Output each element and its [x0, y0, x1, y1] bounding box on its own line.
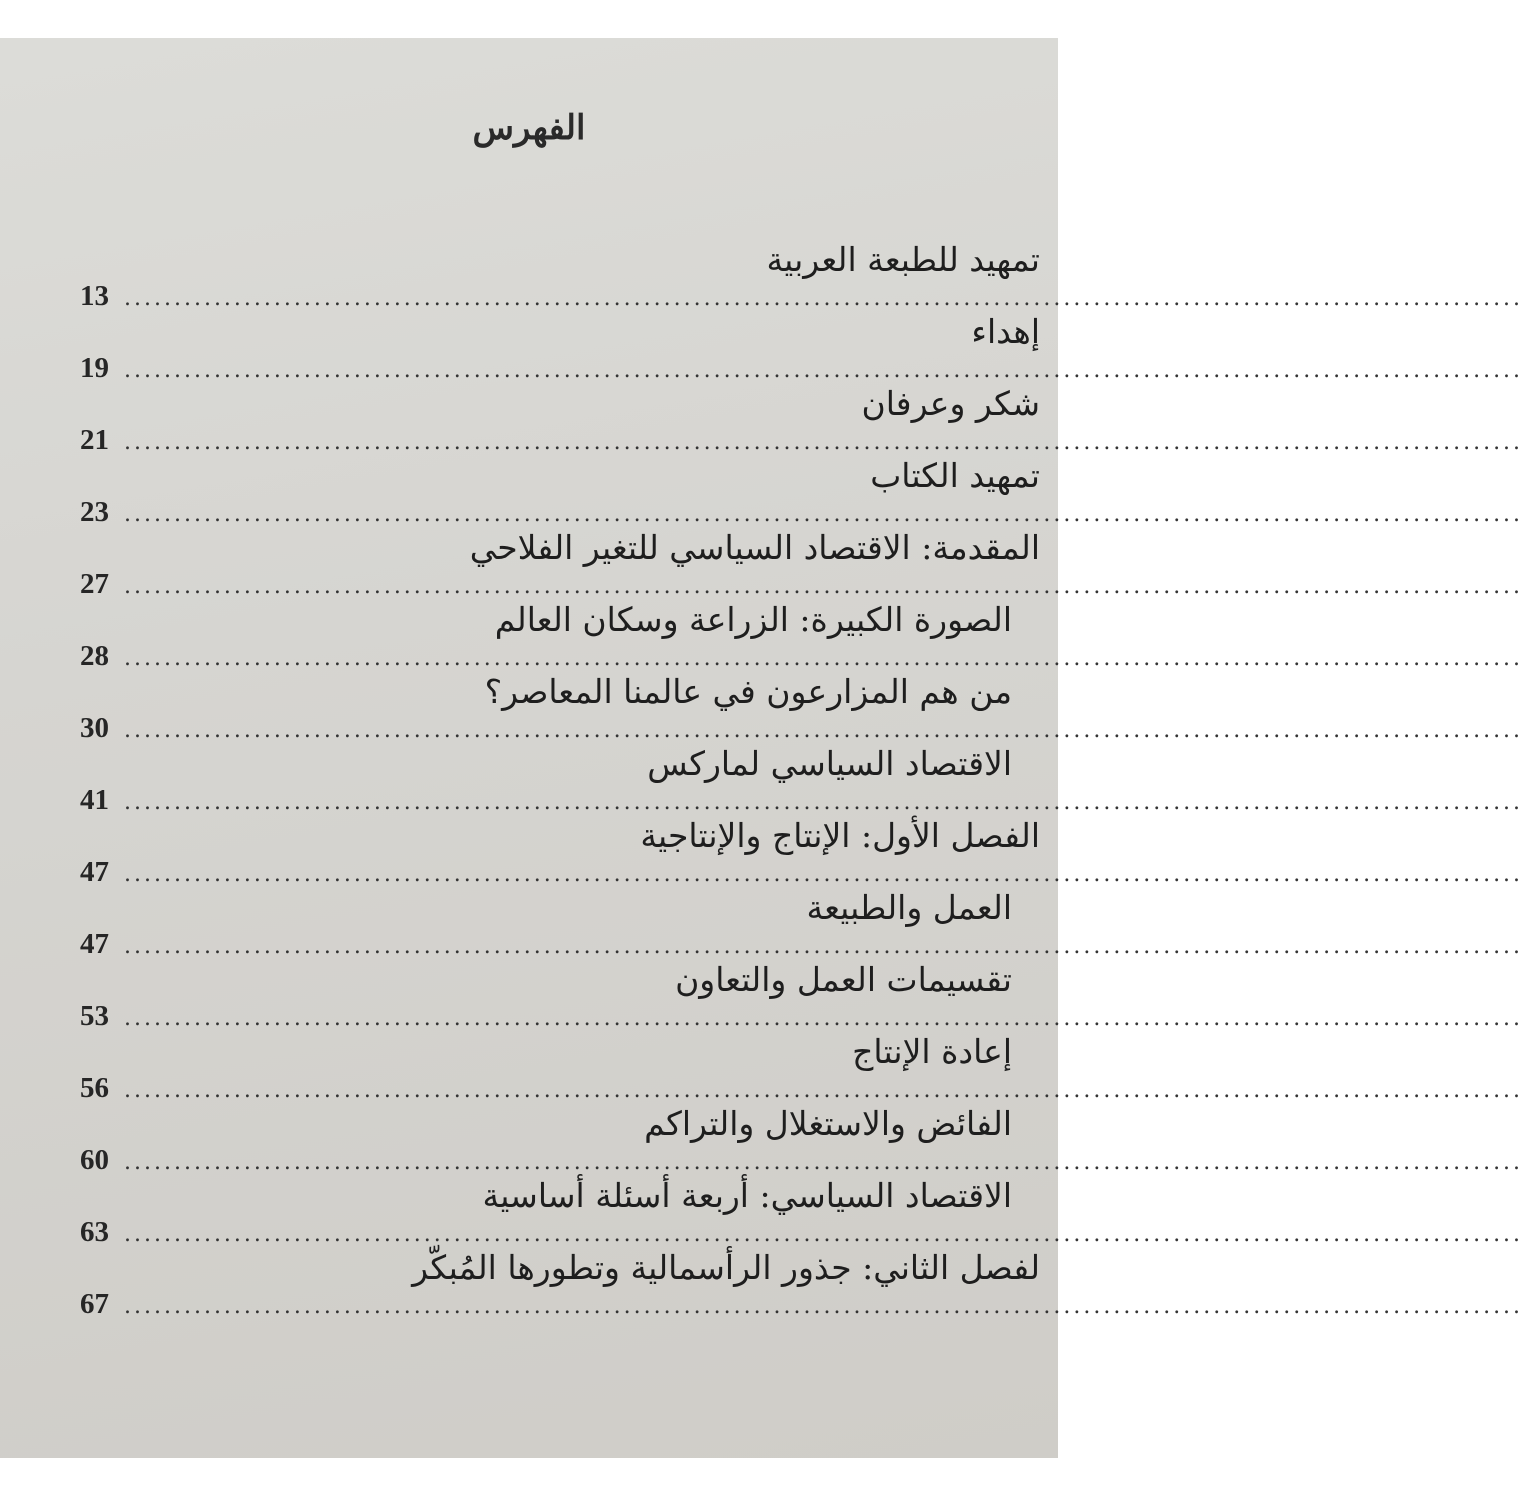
toc-entry-title [644, 1104, 1012, 1144]
toc-entry-page-line [80, 496, 1523, 529]
toc-entry [80, 600, 1523, 672]
toc-entry-page-number: 56 [80, 1072, 109, 1104]
dot-leader: ............................................................................................................................................ [124, 718, 1523, 743]
dot-leader: ............................................................................................................................................ [124, 502, 1523, 527]
toc-entry-title [766, 240, 1040, 280]
toc-entry-title [640, 816, 1040, 856]
toc-entry-page-number: 21 [80, 424, 109, 456]
toc-entry-page-line [80, 1000, 1523, 1033]
dot-leader: ............................................................................................................................................ [124, 574, 1523, 599]
toc-entry-page-line [80, 784, 1523, 817]
toc-entry-page-line [80, 928, 1523, 961]
toc-entry-page-number: 47 [80, 928, 109, 960]
toc-entry-title [483, 1176, 1012, 1216]
dot-leader: ............................................................................................................................................ [124, 862, 1523, 887]
toc-entry-page-number: 30 [80, 712, 109, 744]
toc-entry-page-number: 28 [80, 640, 109, 672]
toc-entry [80, 816, 1523, 888]
toc-entry-page-number: 67 [80, 1288, 109, 1320]
toc-entry-title [470, 528, 1040, 568]
dot-leader: ............................................................................................................................................ [124, 1222, 1523, 1247]
toc-entry [80, 1176, 1523, 1248]
toc-entry [80, 1032, 1523, 1104]
toc-entry-page-line [80, 280, 1523, 313]
toc-entry-page-line [80, 1072, 1523, 1105]
toc-entry-page-number: 63 [80, 1216, 109, 1248]
page-title: الفهرس [472, 108, 586, 148]
toc-entry-page-line [80, 568, 1523, 601]
toc-entry-page-line [80, 1216, 1523, 1249]
toc-entry-title-text: من هم المزارعون في عالمنا المعاصر؟ [484, 672, 1012, 711]
toc-entry-title-text: الصورة الكبيرة: الزراعة وسكان العالم [494, 600, 1012, 639]
toc-entry-title [862, 384, 1040, 424]
dot-leader: ............................................................................................................................................ [124, 790, 1523, 815]
dot-leader: ............................................................................................................................................ [124, 1294, 1523, 1319]
dot-leader: ............................................................................................................................................ [124, 286, 1523, 311]
toc-entry-page-number: 13 [80, 280, 109, 312]
toc-entry [80, 384, 1523, 456]
toc-entry [80, 1104, 1523, 1176]
toc-entry-page-number: 19 [80, 352, 109, 384]
toc-entry-title-text: تمهيد الكتاب [870, 456, 1040, 495]
toc-entry-title-text: المقدمة: الاقتصاد السياسي للتغير الفلاحي [469, 528, 1040, 567]
toc-entry-title-text: الاقتصاد السياسي: أربعة أسئلة أساسية [482, 1176, 1012, 1215]
dot-leader: ............................................................................................................................................ [124, 1078, 1523, 1103]
toc-entry-page-number: 47 [80, 856, 109, 888]
toc-entry [80, 960, 1523, 1032]
toc-entry-title-text: الاقتصاد السياسي لماركس [647, 744, 1012, 783]
toc-entry-title-text: إهداء [971, 312, 1040, 351]
toc-entry-title-text: العمل والطبيعة [806, 888, 1012, 927]
toc-entry [80, 312, 1523, 384]
toc-entry-title [852, 1032, 1012, 1072]
toc-entry-title [675, 960, 1012, 1000]
dot-leader: ............................................................................................................................................ [124, 358, 1523, 383]
toc-entry-page-line [80, 1144, 1523, 1177]
toc-entry-page-number: 23 [80, 496, 109, 528]
dot-leader: ............................................................................................................................................ [124, 1150, 1523, 1175]
toc-entry-title-text: شكر وعرفان [861, 384, 1040, 423]
toc-entry-title-text: الفصل الأول: الإنتاج والإنتاجية [640, 816, 1040, 855]
toc-entry-page-line [80, 712, 1523, 745]
toc-entry-title [412, 1248, 1040, 1288]
toc-entry [80, 528, 1523, 600]
toc-entry [80, 888, 1523, 960]
toc-entry-title [870, 456, 1040, 496]
toc-entry [80, 240, 1523, 312]
toc-entry-title [971, 312, 1040, 352]
toc-entry-page-line [80, 352, 1523, 385]
dot-leader: ............................................................................................................................................ [124, 934, 1523, 959]
dot-leader: ............................................................................................................................................ [124, 1006, 1523, 1031]
toc-entry-page-number: 53 [80, 1000, 109, 1032]
toc-entry-title [807, 888, 1012, 928]
toc-entry-title-text: الفائض والاستغلال والتراكم [644, 1104, 1012, 1143]
toc-entry-title [647, 744, 1012, 784]
toc-entry-page-line [80, 640, 1523, 673]
dot-leader: ............................................................................................................................................ [124, 646, 1523, 671]
dot-leader: ............................................................................................................................................ [124, 430, 1523, 455]
toc-entry [80, 672, 1523, 744]
toc-entry [80, 744, 1523, 816]
toc-entry-page-line [80, 856, 1523, 889]
toc-entry-title-text: تمهيد للطبعة العربية [766, 240, 1040, 279]
toc-entry-page-number: 41 [80, 784, 109, 816]
toc-entry-title-text: لفصل الثاني: جذور الرأسمالية وتطورها المُبكّر [412, 1248, 1040, 1287]
toc-entry-page-line [80, 424, 1523, 457]
toc-entry-title-text: إعادة الإنتاج [852, 1032, 1012, 1071]
toc-entry-title [485, 672, 1012, 712]
toc-entry-page-number: 60 [80, 1144, 109, 1176]
toc-entry-title [495, 600, 1012, 640]
toc-entry [80, 1248, 1523, 1320]
toc-entry [80, 456, 1523, 528]
toc-entry-title-text: تقسيمات العمل والتعاون [675, 960, 1012, 999]
toc-entry-page-number: 27 [80, 568, 109, 600]
toc-entry-page-line [80, 1288, 1523, 1321]
